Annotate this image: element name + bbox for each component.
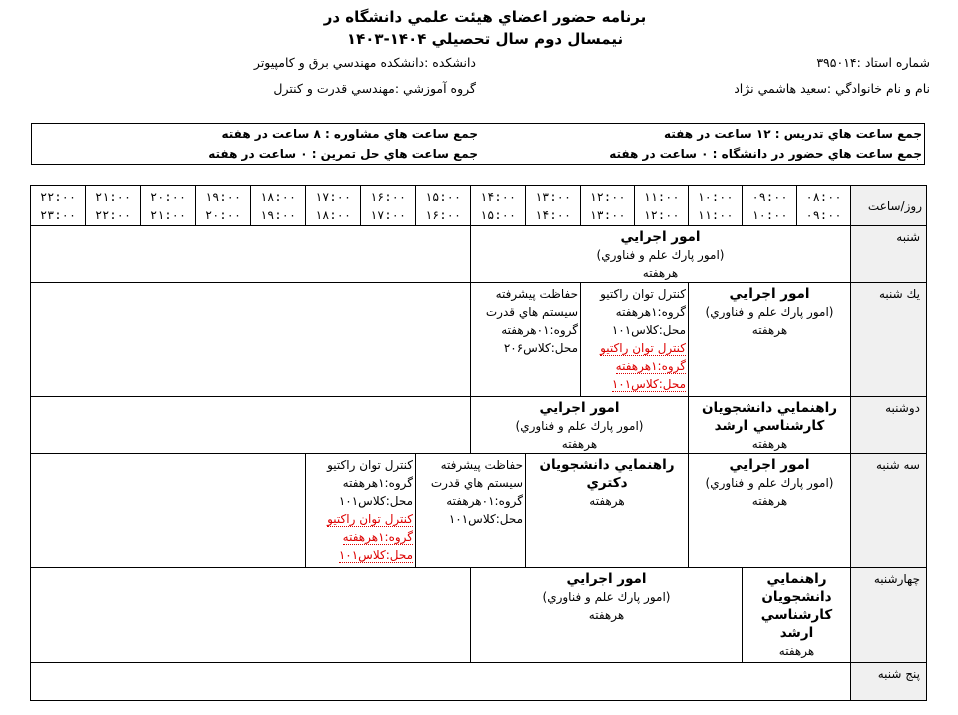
- time-header-row: [31, 186, 927, 226]
- day-row-saturday: [31, 226, 927, 283]
- guidance-ma-block: [743, 568, 851, 663]
- executive-affairs-block: [689, 283, 851, 397]
- day-row-monday: [31, 397, 927, 454]
- event-subtitle: (امور پارك علم و فناوري): [705, 305, 834, 319]
- day-label: شنبه: [851, 226, 927, 283]
- event-title: راهنمايي دانشجويان دكتري: [539, 457, 675, 491]
- faculty-name: دانشکده :دانشکده مهندسي برق و کامپيوتر: [253, 55, 476, 70]
- event-title: امور اجرايي: [620, 229, 701, 245]
- event-title: امور اجرايي: [566, 571, 647, 587]
- class-block-reactive-power: [306, 454, 416, 568]
- event-frequency: هرهفته: [561, 437, 598, 451]
- day-row-tuesday: [31, 454, 927, 568]
- empty-slot: [31, 454, 306, 568]
- day-row-sunday: [31, 283, 927, 397]
- event-subtitle: (امور پارك علم و فناوري): [596, 248, 725, 262]
- course-group: گروه:۰۱هرهفته: [501, 323, 578, 337]
- event-frequency: هرهفته: [589, 494, 625, 508]
- empty-slot: [31, 283, 471, 397]
- event-title: امور اجرايي: [729, 286, 810, 302]
- course-name-highlight: كنترل توان راكتيو: [327, 512, 413, 526]
- teaching-hours: جمع ساعت هاي تدريس : ۱۲ ساعت در هفته: [663, 127, 922, 141]
- day-row-thursday: [31, 663, 927, 701]
- education-group: گروه آموزشي :مهندسي قدرت و کنترل: [273, 81, 476, 96]
- presence-hours: جمع ساعت هاي حضور در دانشگاه : ۰ ساعت در هفته: [609, 147, 922, 161]
- time-slot-header: ۰۹:۰۰ ۱۰:۰۰: [743, 186, 797, 226]
- counseling-hours: جمع ساعت هاي مشاوره : ۸ ساعت در هفته: [221, 127, 478, 141]
- empty-slot: [31, 397, 471, 454]
- event-subtitle: (امور پارك علم و فناوري): [515, 419, 644, 433]
- day-row-wednesday: [31, 568, 927, 663]
- executive-affairs-block: [471, 397, 689, 454]
- course-name: حفاظت پيشرفته سيستم هاي قدرت: [485, 287, 578, 319]
- course-place: محل:کلاس۱۰۱: [611, 323, 686, 337]
- time-slot-header: ۲۰:۰۰ ۲۱:۰۰: [141, 186, 196, 226]
- event-frequency: هرهفته: [588, 608, 625, 622]
- day-label: چهارشنبه: [851, 568, 927, 663]
- course-place: محل:کلاس۲۰۶: [503, 341, 578, 355]
- event-title: راهنمايي دانشجويان كارشناسي ارشد: [701, 400, 838, 434]
- professor-number: شماره استاد :۳۹۵۰۱۴: [816, 55, 930, 70]
- executive-affairs-block: [471, 226, 851, 283]
- guidance-ma-block: [689, 397, 851, 454]
- event-subtitle: (امور پارك علم و فناوري): [705, 476, 834, 490]
- course-group: گروه:۱هرهفته: [615, 305, 686, 319]
- event-title: امور اجرايي: [729, 457, 810, 473]
- course-name: كنترل توان راكتيو: [600, 287, 686, 301]
- event-frequency: هرهفته: [778, 644, 815, 658]
- guidance-phd-block: [526, 454, 689, 568]
- course-name: حفاظت پيشرفته سيستم هاي قدرت: [430, 458, 523, 490]
- time-slot-header: ۱۳:۰۰ ۱۴:۰۰: [526, 186, 581, 226]
- day-label: دوشنبه: [851, 397, 927, 454]
- day-label: يك شنبه: [851, 283, 927, 397]
- time-slot-header: ۱۸:۰۰ ۱۹:۰۰: [251, 186, 306, 226]
- class-block-advanced-protection: [416, 454, 526, 568]
- time-slot-header: ۱۱:۰۰ ۱۲:۰۰: [635, 186, 689, 226]
- course-place-highlight: محل:کلاس۱۰۱: [338, 548, 413, 562]
- weekly-timetable: [30, 185, 927, 701]
- empty-slot: [31, 226, 471, 283]
- event-frequency: هرهفته: [642, 266, 679, 280]
- time-slot-header: ۲۱:۰۰ ۲۲:۰۰: [86, 186, 141, 226]
- event-frequency: هرهفته: [751, 437, 788, 451]
- executive-affairs-block: [471, 568, 743, 663]
- day-label: پنج شنبه: [851, 663, 927, 701]
- time-slot-header: ۱۶:۰۰ ۱۷:۰۰: [361, 186, 416, 226]
- time-slot-header: ۱۴:۰۰ ۱۵:۰۰: [471, 186, 526, 226]
- class-block-reactive-power: [581, 283, 689, 397]
- course-place: محل:کلاس۱۰۱: [338, 494, 413, 508]
- course-place: محل:کلاس۱۰۱: [448, 512, 523, 526]
- day-label: سه شنبه: [851, 454, 927, 568]
- event-frequency: هرهفته: [751, 323, 788, 337]
- empty-slot: [31, 568, 471, 663]
- corner-header: روز/ساعت: [851, 186, 927, 226]
- exercise-hours: جمع ساعت هاي حل تمرين : ۰ ساعت در هفته: [208, 147, 478, 161]
- time-slot-header: ۱۹:۰۰ ۲۰:۰۰: [196, 186, 251, 226]
- course-name-highlight: كنترل توان راكتيو: [600, 341, 686, 355]
- event-title: راهنمايي دانشجويان كارشناسي ارشد: [760, 571, 833, 641]
- time-slot-header: ۰۸:۰۰ ۰۹:۰۰: [797, 186, 851, 226]
- executive-affairs-block: [689, 454, 851, 568]
- course-group-highlight: گروه:۱هرهفته: [342, 530, 413, 544]
- empty-slot: [31, 663, 851, 701]
- time-slot-header: ۱۵:۰۰ ۱۶:۰۰: [416, 186, 471, 226]
- title-line-1: برنامه حضور اعضاي هيئت علمي دانشگاه در: [323, 8, 647, 26]
- class-block-advanced-protection: [471, 283, 581, 397]
- event-title: امور اجرايي: [539, 400, 620, 416]
- event-subtitle: (امور پارك علم و فناوري): [542, 590, 671, 604]
- professor-name: نام و نام خانوادگي :سعيد هاشمي نژاد: [734, 81, 930, 96]
- time-slot-header: ۱۰:۰۰ ۱۱:۰۰: [689, 186, 743, 226]
- title-line-2: نيمسال دوم سال تحصيلي ۱۴۰۴-۱۴۰۳: [346, 30, 624, 48]
- course-name: كنترل توان راكتيو: [327, 458, 413, 472]
- event-frequency: هرهفته: [751, 494, 788, 508]
- time-slot-header: ۲۲:۰۰ ۲۳:۰۰: [31, 186, 86, 226]
- time-slot-header: ۱۲:۰۰ ۱۳:۰۰: [581, 186, 635, 226]
- course-group: گروه:۰۱هرهفته: [446, 494, 523, 508]
- course-group-highlight: گروه:۱هرهفته: [615, 359, 686, 373]
- hours-summary-box: [31, 123, 925, 165]
- course-place-highlight: محل:کلاس۱۰۱: [611, 377, 686, 391]
- time-slot-header: ۱۷:۰۰ ۱۸:۰۰: [306, 186, 361, 226]
- course-group: گروه:۱هرهفته: [342, 476, 413, 490]
